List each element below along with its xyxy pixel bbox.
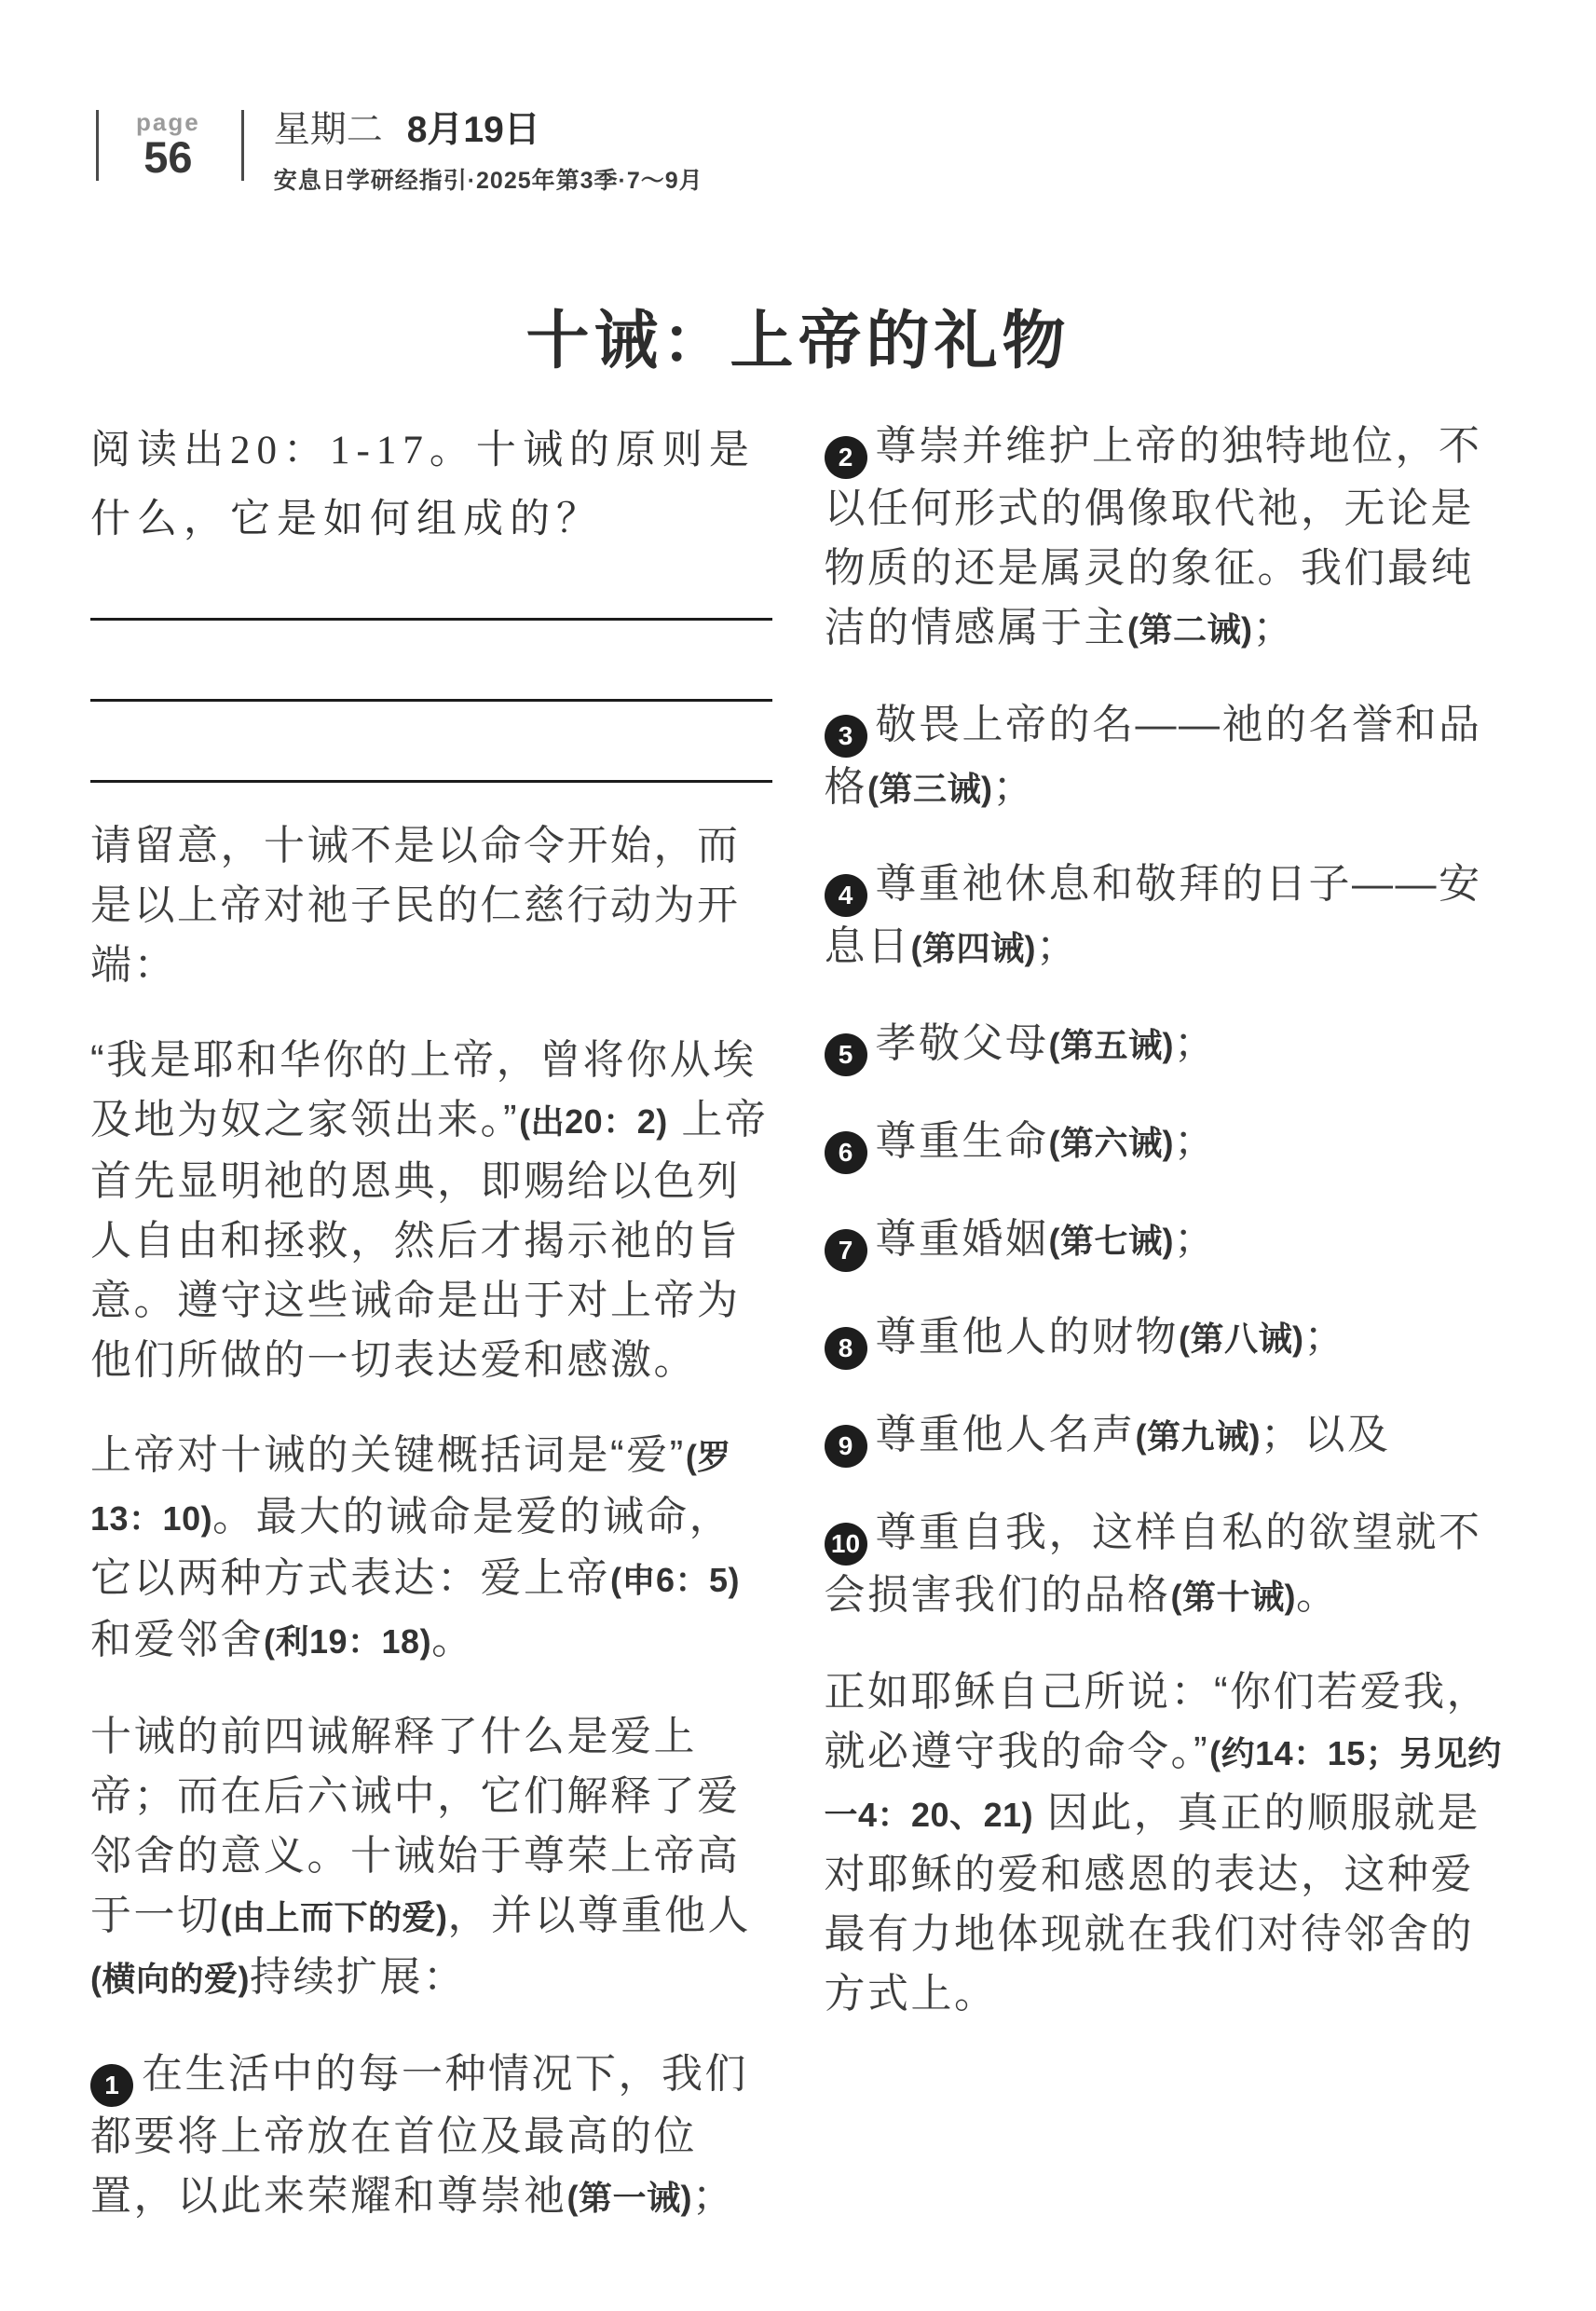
item-number-badge: 9 [825,1425,867,1468]
commandment-item-6 [825,1112,1507,1174]
answer-lines [90,564,772,783]
paragraph-four-six: 十诫的前四诫解释了什么是爱上帝；而在后六诫中，它们解释了爱邻舍的意义。十诫始于尊荣上帝高于一切(由上而下的爱)，并以尊重他人(横向的爱)持续扩展： [90,1714,751,2000]
page-title: 十诫：上帝的礼物 [525,306,1071,376]
item-text: 尊重他人名声(第九诫)；以及 [875,1412,1391,1457]
item-number-badge: 4 [825,874,867,917]
page-number-block [136,110,200,181]
closing-paragraph: 正如耶稣自己所说：“你们若爱我，就必遵守我的命令。”(约14：15；另见约一4：20、21) 因此，真正的顺服就是对耶稣的爱和感恩的表达，这种爱最有力地体现就在我们对待邻舍的方式上。 [824,1669,1502,2017]
item-text: 尊重祂休息和敬拜的日子——安息日(第四诫)； [824,861,1482,969]
item-text: 尊重婚姻(第七诫)； [875,1216,1218,1262]
date-block [274,110,703,196]
answer-line [90,702,772,783]
paragraph-quote-exodus: “我是耶和华你的上帝，曾将你从埃及地为奴之家领出来。”(出20：2) 上帝首先显明祂的恩典，即赐给以色列人自由和拯救，然后才揭示祂的旨意。遵守这些诫命是出于对上帝为他们所做的一切表达爱和感激。 [90,1037,769,1383]
commandment-item-4 [825,855,1507,978]
page-label: page [136,108,200,136]
commandment-item-1 [90,2044,772,2228]
page-header [96,110,703,196]
item-text: 敬畏上帝的名——祂的名誉和品格(第三诫)； [824,702,1482,810]
date-label: 8月19日 [406,110,540,150]
commandment-item-2 [825,417,1507,660]
guide-title: 安息日学研经指引·2025年第3季·7～9月 [273,168,703,194]
item-number-badge: 3 [825,715,867,758]
item-number-badge: 7 [825,1229,867,1272]
item-text: 孝敬父母(第五诫)； [875,1020,1218,1066]
item-number-badge: 8 [825,1327,867,1370]
right-column [825,417,1507,2228]
weekday-label: 星期二 [273,110,383,150]
item-text: 尊重自我，这样自私的欲望就不会损害我们的品格(第十诫)。 [824,1510,1482,1618]
header-divider-left [96,110,99,181]
page-number: 56 [143,132,193,182]
item-text: 尊重他人的财物(第八诫)； [875,1314,1347,1360]
item-text: 尊重生命(第六诫)； [875,1118,1218,1164]
commandment-item-10 [825,1503,1507,1627]
item-number-badge: 5 [825,1033,867,1076]
commandment-item-8 [825,1307,1507,1370]
item-number-badge: 6 [825,1131,867,1174]
answer-line [90,621,772,702]
commandment-item-7 [825,1210,1507,1272]
paragraph-intro: 请留意，十诫不是以命令开始，而是以上帝对祂子民的仁慈行动为开端： [90,823,741,988]
answer-line [90,564,772,621]
left-column [90,417,772,2228]
study-question: 阅读出20：1-17。十诫的原则是什么，它是如何组成的？ [90,429,756,541]
item-text: 尊崇并维护上帝的独特地位，不以任何形式的偶像取代祂，无论是物质的还是属灵的象征。我们最纯洁的情感属于主(第二诫)； [824,423,1482,650]
header-divider-right [241,110,244,181]
two-column-body [90,417,1506,2228]
commandment-item-5 [825,1014,1507,1076]
item-number-badge: 1 [90,2064,133,2107]
date-line [274,110,703,158]
paragraph-love-keyword: 上帝对十诫的关键概括词是“爱”(罗13：10)。最大的诫命是爱的诫命，它以两种方式表达：爱上帝(申6：5)和爱邻舍(利19：18)。 [90,1432,741,1662]
commandment-item-3 [825,695,1507,819]
commandment-item-9 [825,1405,1507,1468]
item-number-badge: 10 [825,1523,867,1566]
item-text: 在生活中的每一种情况下，我们都要将上帝放在首位及最高的位置，以此来荣耀和尊崇祂(第一诫)； [90,2051,748,2219]
item-number-badge: 2 [825,436,867,479]
